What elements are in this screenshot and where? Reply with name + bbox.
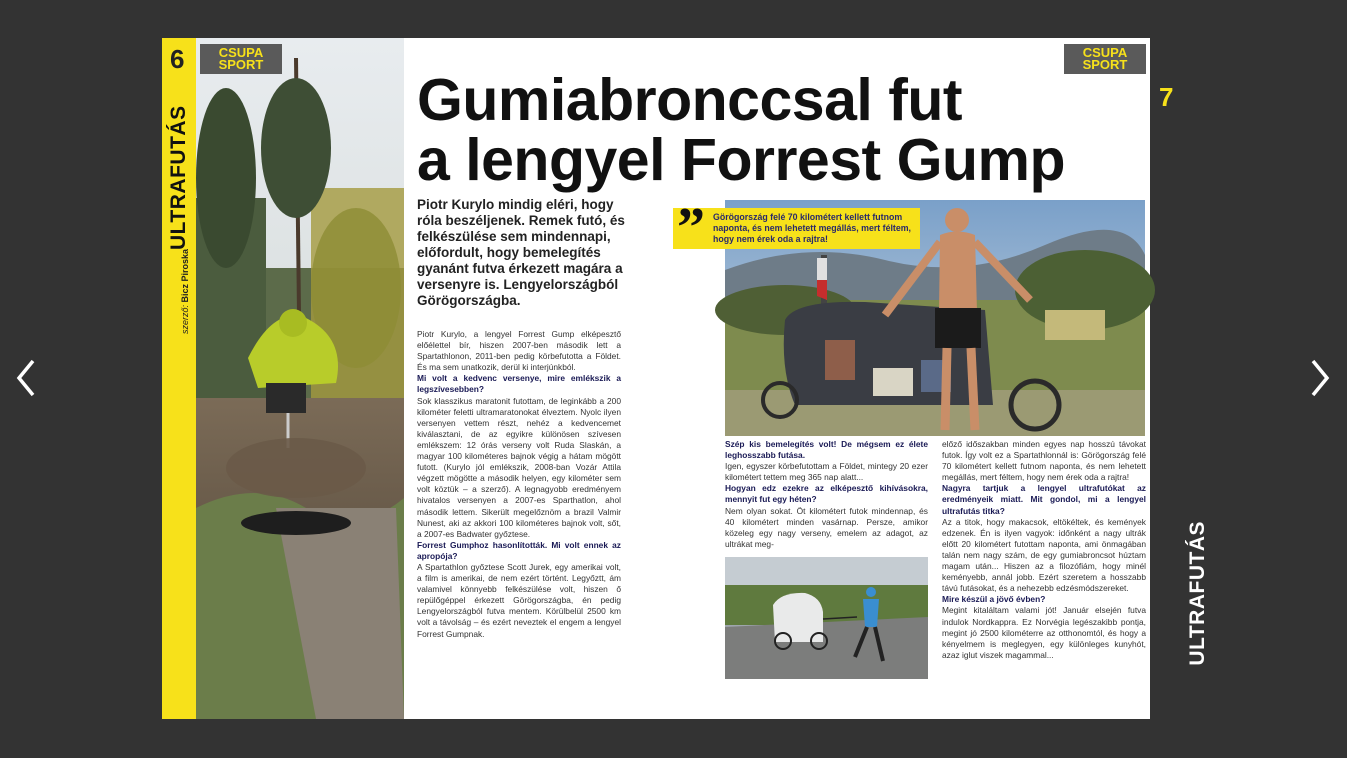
headline-line-1: Gumiabronccsal fut [417, 67, 963, 133]
article-paragraph: A Spartathlon győztese Scott Jurek, egy amerikai volt, a film is amerikai, de nem ezért történt. Legyőztt, ám valamivel könnyebb felkészülése volt, hiszen ő repülőgéppel érkezett Görögországba, én pedig Lengyelországból futva mentem. Körülbelül 2500 km volt a távolság – és ezért neveztek el engem a lengyel Forrest Gumpnak. [417, 561, 621, 639]
article-paragraph: Megint kitaláltam valami jót! Január elsején futva indulok Nordkappra. Ez Norvégia legészakibb pontja, megint jó 2500 kilométerre az otthonomtól, és hogy a kényelmem is meglegyen, egy különleges kunyhót, azaz iglut viszek magammal... [942, 605, 1146, 660]
interview-question: Forrest Gumphoz hasonlították. Mi volt ennek az apropója? [417, 539, 621, 561]
article-paragraph: Sok klasszikus maratonit futottam, de leginkább a 200 kilométer feletti ultramaratonokat élveztem. Nyolc ilyen versenyen vettem részt, nehéz a kedvencemet kiválasztani, de az egyikre különösen szívesen emlékszem: 12 órás verseny volt Ruda Slaskán, a magyar 100 kilométeres bajnok végig a hátam mögött futott. (Kurylo jól emlékszik, 2008-ban Vozár Attila végzett mögötte a második helyen, egy kilométer sem volt köztük – a szerző). A legnagyobb eredményem hivatalos versenyen a 2007-es Sparthatlon, ahol második lettem. Sikerült megelőznöm a brazil Valmir Nunest, aki az akkori 100 kilométeres bajnok volt, sőt, a 2007-es Badwater győztese. [417, 395, 621, 539]
section-strip [162, 38, 196, 719]
chevron-left-icon [15, 358, 37, 398]
interview-question: Szép kis bemelegítés volt! De mégsem ez élete leghosszabb futása. [725, 439, 928, 461]
logo-left-line1: CSUPA [218, 45, 264, 60]
pull-quote [673, 197, 920, 259]
article-headline [417, 67, 1152, 193]
article-column-2 [725, 439, 928, 550]
chevron-right-icon [1309, 358, 1331, 398]
article-paragraph: Nem olyan sokat. Öt kilométert futok mindennap, és 40 kilométert minden vasárnap. Persze, amikor közeleg egy nagy verseny, emelem az adagot, az ultrákat meg- [725, 505, 928, 549]
article-column-3 [942, 439, 1146, 661]
headline-line-2: a lengyel Forrest Gump [417, 127, 1065, 193]
runner-forest-photo [196, 38, 404, 719]
article-paragraph: Igen, egyszer körbefutottam a Földet, mintegy 20 ezer kilométert tettem meg 365 nap alatt... [725, 461, 928, 483]
next-page-button[interactable] [1300, 355, 1340, 401]
section-label-right: ULTRAFUTÁS [1186, 521, 1209, 666]
article-column-1 [417, 329, 621, 640]
csupa-sport-logo-left [200, 44, 282, 74]
quote-marks-icon: ” [677, 197, 705, 259]
interview-question: Mire készül a jövő évben? [942, 594, 1046, 605]
interview-question: Nagyra tartjuk a lengyel ultrafutókat az eredményeik miatt. Mit gondol, mi a lengyel ultrafutás titka? [942, 483, 1146, 516]
byline-prefix: szerző: [180, 304, 190, 334]
article-paragraph: előző időszakban minden egyes nap hosszú távokat futok. Így volt ez a Spartathlonnál is: Görögország felé 70 kilométert kellett futnom naponta, és nem lehetett megállás, mert féltem, hogy nem érek oda a rajtra! [942, 439, 1146, 483]
byline [180, 249, 190, 334]
page-number-left: 6 [170, 44, 185, 74]
logo-right-line2: SPORT [1082, 57, 1128, 72]
runner-road-photo [725, 557, 928, 679]
pull-quote-text: Görögország felé 70 kilométert kellett futnom naponta, és nem lehetett megállás, mert féltem, hogy nem érek oda a rajtra! [713, 212, 911, 245]
section-label-left: ULTRAFUTÁS [167, 105, 190, 250]
page-number-right: 7 [1159, 82, 1174, 112]
interview-question: Mi volt a kedvenc versenye, mire emlékszik a legszívesebben? [417, 373, 621, 395]
magazine-spread [162, 38, 1174, 719]
article-paragraph: Piotr Kurylo, a lengyel Forrest Gump elképesztő előélettel bír, hiszen 2007-ben második lett a Spartathlonon, 2011-ben pedig körbefutotta a Földet. És ma sem unatkozik, derül ki interjúnkból. [417, 329, 621, 373]
interview-question: Hogyan edz ezekre az elképesztő kihívásokra, mennyit fut egy héten? [725, 483, 928, 505]
logo-left-line2: SPORT [218, 57, 264, 72]
article-paragraph: Az a titok, hogy makacsok, eltökéltek, és kemények edzenek. Én is ilyen vagyok: időnként a nagy ultrák előtt 20 kilométert futottam naponta, ami önmagában talán nem nagy szám, de egy gumiabroncsot húztam magam után... Hiszen az a filozófiám, hogy minél keményebb, annál jobb. Ezért szeretem a hosszabb távú futásokat, és a nehezebb edzésmódszereket. [942, 516, 1146, 594]
previous-page-button[interactable] [6, 355, 46, 401]
byline-name: Bicz Piroska [180, 248, 190, 303]
article-lead: Piotr Kurylo mindig eléri, hogy róla beszéljenek. Remek futó, és felkészülése sem mindennapi, előfordult, hogy bemelegítés gyanánt futva érkezett magára a versenyre is. Lengyelországból Görögországba. [417, 197, 625, 308]
logo-right-line1: CSUPA [1082, 45, 1128, 60]
